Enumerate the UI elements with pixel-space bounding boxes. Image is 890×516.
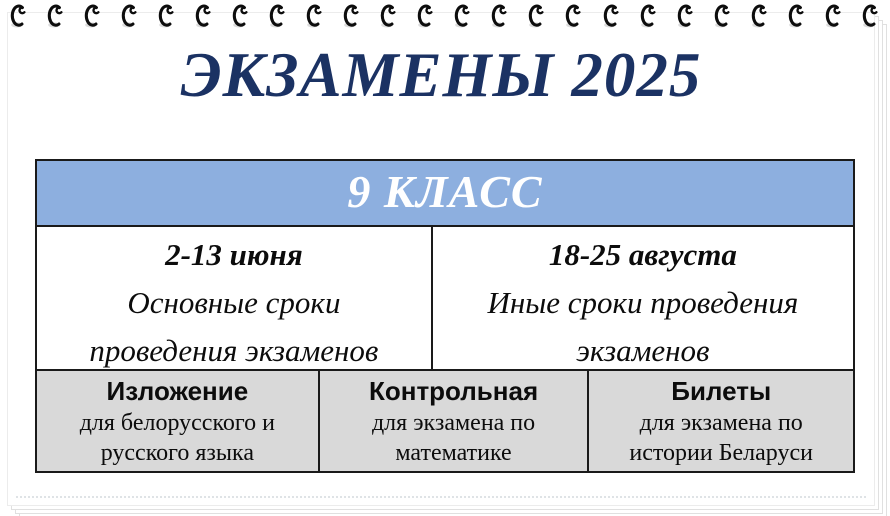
calendar-page: [7, 12, 875, 506]
subject-detail: для белорусского и: [79, 410, 275, 436]
grade-header: 9 КЛАСС: [37, 161, 853, 225]
other-period-dates: 18-25 августа: [548, 237, 737, 272]
spiral-ring-icon: [156, 1, 174, 30]
spiral-ring-icon: [860, 1, 878, 30]
spiral-ring-icon: [489, 1, 507, 30]
subject-cell-bilety: [589, 371, 853, 471]
spiral-ring-icon: [786, 1, 804, 30]
main-period-cell: [37, 227, 433, 369]
subject-cell-izlozhenie: [37, 371, 318, 471]
spiral-ring-icon: [45, 1, 63, 30]
spiral-ring-icon: [415, 1, 433, 30]
page-title: ЭКЗАМЕНЫ 2025: [180, 40, 702, 110]
spiral-ring-icon: [341, 1, 359, 30]
exam-schedule-table: [35, 159, 855, 473]
subject-detail: истории Беларуси: [629, 440, 813, 466]
perforation-line: [16, 496, 866, 498]
main-period-dates: 2-13 июня: [165, 237, 303, 272]
subject-detail: русского языка: [100, 440, 254, 466]
subject-cell-kontrolnaya: [318, 371, 590, 471]
other-period-description: экзаменов: [576, 333, 710, 368]
spiral-binding: [8, 1, 878, 31]
spiral-ring-icon: [601, 1, 619, 30]
subject-detail: для экзамена по: [371, 410, 536, 436]
other-period-cell: [433, 227, 853, 369]
spiral-ring-icon: [823, 1, 841, 30]
subject-name: Билеты: [671, 376, 772, 406]
spiral-ring-icon: [304, 1, 322, 30]
spiral-ring-icon: [749, 1, 767, 30]
spiral-ring-icon: [82, 1, 100, 30]
subject-name: Контрольная: [368, 376, 539, 406]
spiral-ring-icon: [526, 1, 544, 30]
spiral-ring-icon: [452, 1, 470, 30]
spiral-ring-icon: [8, 1, 26, 30]
spiral-ring-icon: [675, 1, 693, 30]
spiral-ring-icon: [378, 1, 396, 30]
spiral-ring-icon: [267, 1, 285, 30]
spiral-ring-icon: [193, 1, 211, 30]
main-period-description: проведения экзаменов: [89, 333, 379, 368]
other-period-description: Иные сроки проведения: [487, 285, 799, 320]
spiral-ring-icon: [563, 1, 581, 30]
main-period-description: Основные сроки: [127, 285, 341, 320]
spiral-ring-icon: [712, 1, 730, 30]
subject-name: Изложение: [106, 376, 249, 406]
subject-detail: для экзамена по: [639, 410, 803, 436]
subject-detail: математике: [395, 440, 512, 466]
spiral-ring-icon: [119, 1, 137, 30]
exam-subjects-row: [37, 369, 853, 471]
exam-periods-row: [37, 225, 853, 369]
spiral-ring-icon: [638, 1, 656, 30]
spiral-ring-icon: [230, 1, 248, 30]
